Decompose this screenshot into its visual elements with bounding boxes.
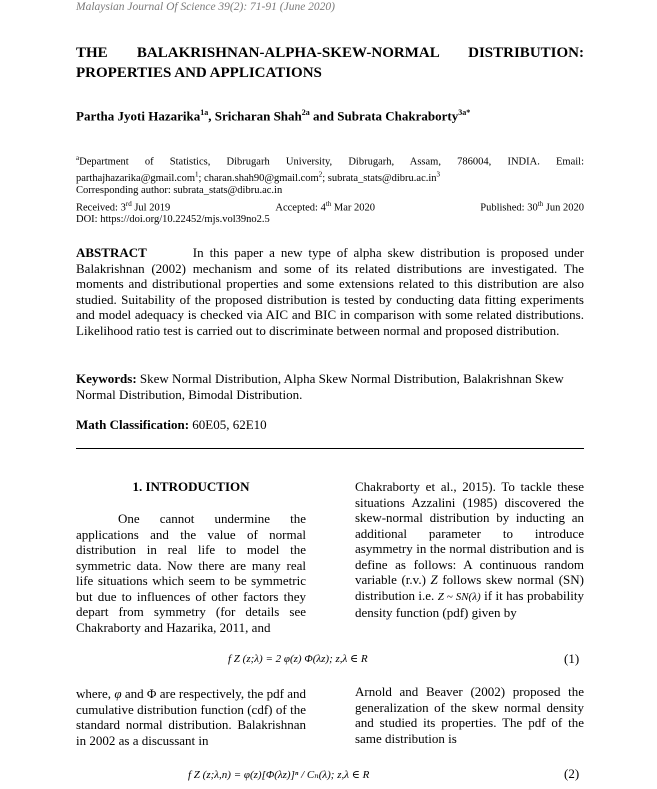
- equation-2-number: (2): [564, 766, 580, 781]
- section-divider: [76, 448, 584, 449]
- math-classification: [76, 417, 267, 433]
- author-1: Partha Jyoti Hazarika: [76, 108, 201, 124]
- keywords-label: Keywords:: [76, 371, 137, 386]
- author-2: Sricharan Shah: [214, 108, 302, 124]
- abstract-text: In this paper a new type of alpha skew distribution is proposed under Balakrishnan (2002) mechanism and some of its related distributions are investigated. The moments and distributional properties and some extensions related to this distribution are also studied. Suitability of the proposed distribution is tested by conducting data fitting experiments and model adequacy is checked via AIC and BIC in comparison with some related distributions. Likelihood ratio test is carried out to discriminate between normal and proposed distribution.: [76, 245, 584, 338]
- math-classification-label: Math Classification:: [76, 417, 190, 432]
- paper-title-line2: PROPERTIES AND APPLICATIONS: [76, 65, 322, 81]
- abstract-heading: ABSTRACT: [76, 245, 147, 260]
- affiliation-block: [76, 152, 584, 227]
- author-separator: ,: [208, 108, 215, 124]
- published-date: Published: 30th Jun 2020: [480, 199, 584, 214]
- author-1-sup: 1a: [200, 108, 209, 117]
- intro-left-paragraph-1: One cannot undermine the applications and the value of normal distribution in real life to model the symmetric data. Now there are many real life situations which seem to be symmetric but due to influences of other factors they depart from symmetry (for details see Chakraborty and Hazarika, 2011, and: [76, 511, 306, 635]
- affiliation-sup: a: [76, 154, 80, 162]
- sn-notation: Z ~ SN(λ): [437, 590, 481, 603]
- abstract: [76, 245, 584, 338]
- received-date: Received: 3rd Jul 2019: [76, 199, 171, 214]
- doi: DOI: https://doi.org/10.22452/mjs.vol39no2.5: [76, 214, 270, 226]
- intro-left-paragraph-2: where, φ and Φ are respectively, the pdf and cumulative distribution function (cdf) of the standard normal distribution. Balakrishnan in 2002 as a discussant in: [76, 686, 306, 748]
- section-heading-introduction: 1. INTRODUCTION: [132, 479, 250, 494]
- affiliation-line: $^a$Department of Statistics, Dibrugarh University, Dibrugarh, Assam, 786004, INDIA. Email:: [76, 154, 584, 168]
- author-3: Subrata Chakraborty: [337, 108, 459, 124]
- author-2-sup: 2a: [301, 108, 310, 117]
- author-separator: and: [309, 108, 338, 124]
- equation-2: f Z (z;λ,n) = φ(z)[Φ(λz)]ⁿ / Cₙ(λ); z,λ ∈ R: [188, 769, 370, 781]
- dates-row: [76, 198, 584, 215]
- keywords: [76, 371, 584, 402]
- author-3-sup: 3a*: [458, 108, 471, 117]
- intro-right-paragraph-1: Chakraborty et al., 2015). To tackle these situations Azzalini (1985) discovered the skew-normal distribution by inducting an additional parameter to introduce asymmetry in the normal distribution and is define as follows: A continuous random variable (r.v.) Z follows skew normal (SN) distribution i.e. Z ~ SN(λ) if it has probability density function (pdf) given by: [355, 479, 584, 620]
- accepted-date: Accepted: 4th Mar 2020: [275, 199, 376, 214]
- email-line: parthajhazarika@gmail.com$^1$; charan.shah90@gmail.com$^2$; $subrata\_stats@dibru.ac.in^3$: [76, 170, 441, 185]
- corresponding-author: Corresponding author: subrata_stats@dibru.ac.in: [76, 185, 283, 197]
- journal-header: Malaysian Journal Of Science 39(2): 71-91 (June 2020): [76, 1, 335, 13]
- equation-1-number: (1): [564, 651, 580, 666]
- math-classification-text: 60E05, 62E10: [189, 417, 267, 432]
- paper-title-line1: THE BALAKRISHNAN-ALPHA-SKEW-NORMAL DISTRIBUTION:: [76, 45, 584, 61]
- intro-right-paragraph-2: Arnold and Beaver (2002) proposed the generalization of the skew normal density and studied its properties. The pdf of the same distribution is: [355, 684, 584, 746]
- equation-1: f Z (z;λ) = 2 φ(z) Φ(λz); z,λ ∈ R: [228, 653, 368, 665]
- keywords-text: Skew Normal Distribution, Alpha Skew Normal Distribution, Balakrishnan Skew Normal Distribution, Bimodal Distribution.: [76, 371, 564, 402]
- author-list: [76, 108, 470, 124]
